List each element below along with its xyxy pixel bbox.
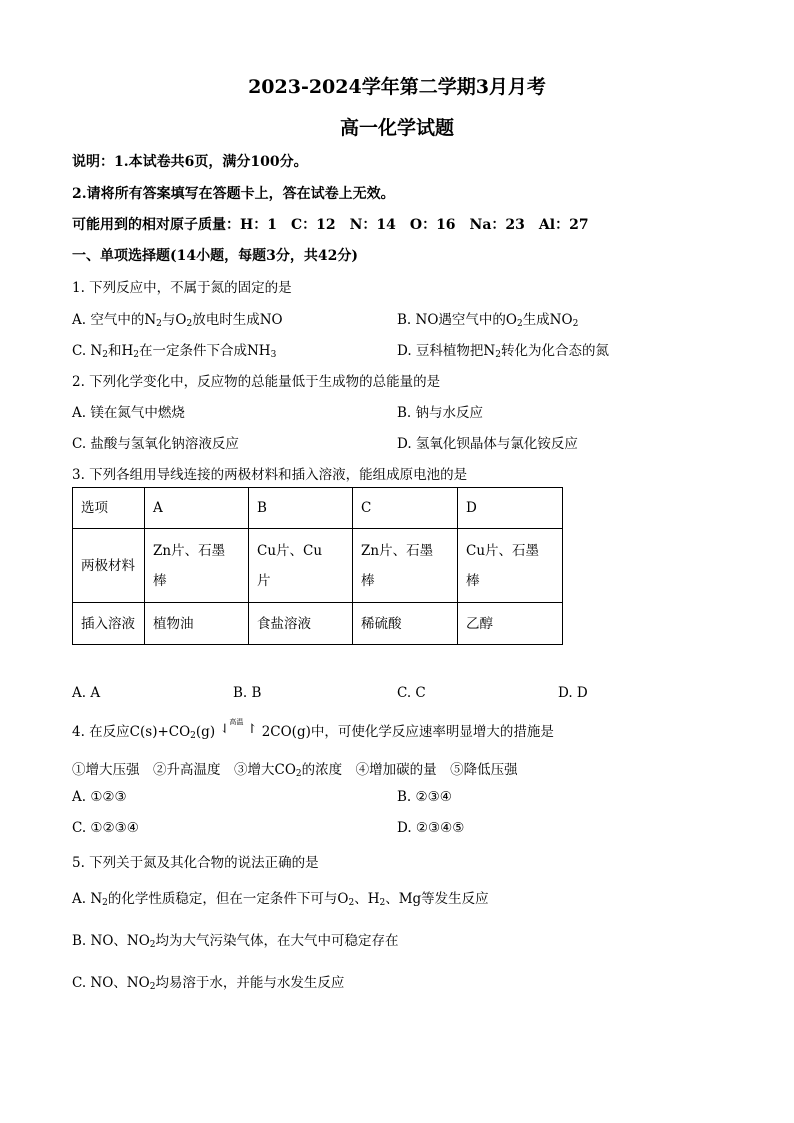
question-1-option-b: B. NO遇空气中的$O_2$生成$NO_2$: [397, 312, 579, 329]
question-4-option-b: B. ②③④: [397, 789, 452, 805]
question-1-option-a: A. 空气中的$N_2$与$O_2$放电时生成NO: [72, 312, 283, 329]
instruction-line-2: 2.请将所有答案填写在答题卡上，答在试卷上无效。: [72, 186, 395, 202]
question-2-option-d: D. 氢氧化钡晶体与氯化铵反应: [397, 436, 578, 452]
question-4-option-c: C. ①②③④: [72, 820, 139, 836]
atomic-mass-line: 可能用到的相对原子质量：H：1 C：12 N：14 O：16 Na：23 Al：27: [72, 217, 589, 233]
table-row: [73, 529, 563, 603]
table-cell: 稀硫酸: [353, 603, 458, 645]
question-2-option-a: A. 镁在氮气中燃烧: [72, 405, 185, 421]
table-header-row: [73, 488, 563, 529]
instruction-line-1: 说明：1.本试卷共6页，满分100分。: [72, 154, 308, 170]
table-cell: 食盐溶液: [249, 603, 353, 645]
question-1-stem: 1. 下列反应中，不属于氮的固定的是: [72, 280, 292, 296]
section-heading: 一、单项选择题(14小题，每题3分，共42分): [72, 248, 358, 264]
question-3-option-c: C. C: [397, 685, 426, 701]
table-cell: B: [249, 488, 353, 529]
table-row-label: 两极材料: [73, 529, 145, 603]
question-5-option-c: C. NO、$NO_2$均易溶于水，并能与水发生反应: [72, 975, 345, 992]
question-3-table: [72, 487, 563, 645]
table-cell: 选项: [73, 488, 145, 529]
reversible-arrow-icon: ⇃ 高温 ↾: [219, 718, 258, 737]
question-2-stem: 2. 下列化学变化中，反应物的总能量低于生成物的总能量的是: [72, 374, 441, 390]
question-4-option-a: A. ①②③: [72, 789, 127, 805]
table-cell: A: [145, 488, 249, 529]
exam-title: 2023-2024学年第二学期3月月考: [248, 76, 546, 98]
table-cell: Zn片、石墨 棒: [145, 529, 249, 603]
question-3-option-b: B. B: [233, 685, 262, 701]
question-5-stem: 5. 下列关于氮及其化合物的说法正确的是: [72, 855, 319, 871]
table-row: [73, 603, 563, 645]
table-row-label: 插入溶液: [73, 603, 145, 645]
question-4-stem: 4. 在反应$C(s)+CO_2(g)$ ⇃ 高温 ↾ 2CO(g)中，可使化学反应速率明显增大的措施是: [72, 718, 554, 741]
question-3-option-a: A. A: [72, 685, 101, 701]
table-cell: Cu片、Cu 片: [249, 529, 353, 603]
question-3-stem: 3. 下列各组用导线连接的两极材料和插入溶液，能组成原电池的是: [72, 467, 468, 483]
question-5-option-b: B. NO、$NO_2$均为大气污染气体，在大气中可稳定存在: [72, 933, 399, 950]
question-2-option-b: B. 钠与水反应: [397, 405, 484, 421]
table-cell: 植物油: [145, 603, 249, 645]
question-1-option-d: D. 豆科植物把$N_2$转化为化合态的氮: [397, 343, 609, 360]
table-cell: Cu片、石墨 棒: [458, 529, 563, 603]
question-5-option-a: A. $N_2$的化学性质稳定，但在一定条件下可与$O_2$、$H_2$、Mg等发生反应: [72, 891, 489, 908]
table-cell: Zn片、石墨 棒: [353, 529, 458, 603]
table-cell: D: [458, 488, 563, 529]
table-cell: C: [353, 488, 458, 529]
question-1-option-c: C. $N_2$和$H_2$在一定条件下合成$NH_3$: [72, 343, 277, 360]
question-2-option-c: C. 盐酸与氢氧化钠溶液反应: [72, 436, 239, 452]
question-4-option-d: D. ②③④⑤: [397, 820, 465, 836]
question-4-measures: ①增大压强 ②升高温度 ③增大$CO_2$的浓度 ④增加碳的量 ⑤降低压强: [72, 762, 518, 779]
exam-subtitle: 高一化学试题: [339, 117, 454, 139]
table-cell: 乙醇: [458, 603, 563, 645]
question-3-option-d: D. D: [558, 685, 588, 701]
